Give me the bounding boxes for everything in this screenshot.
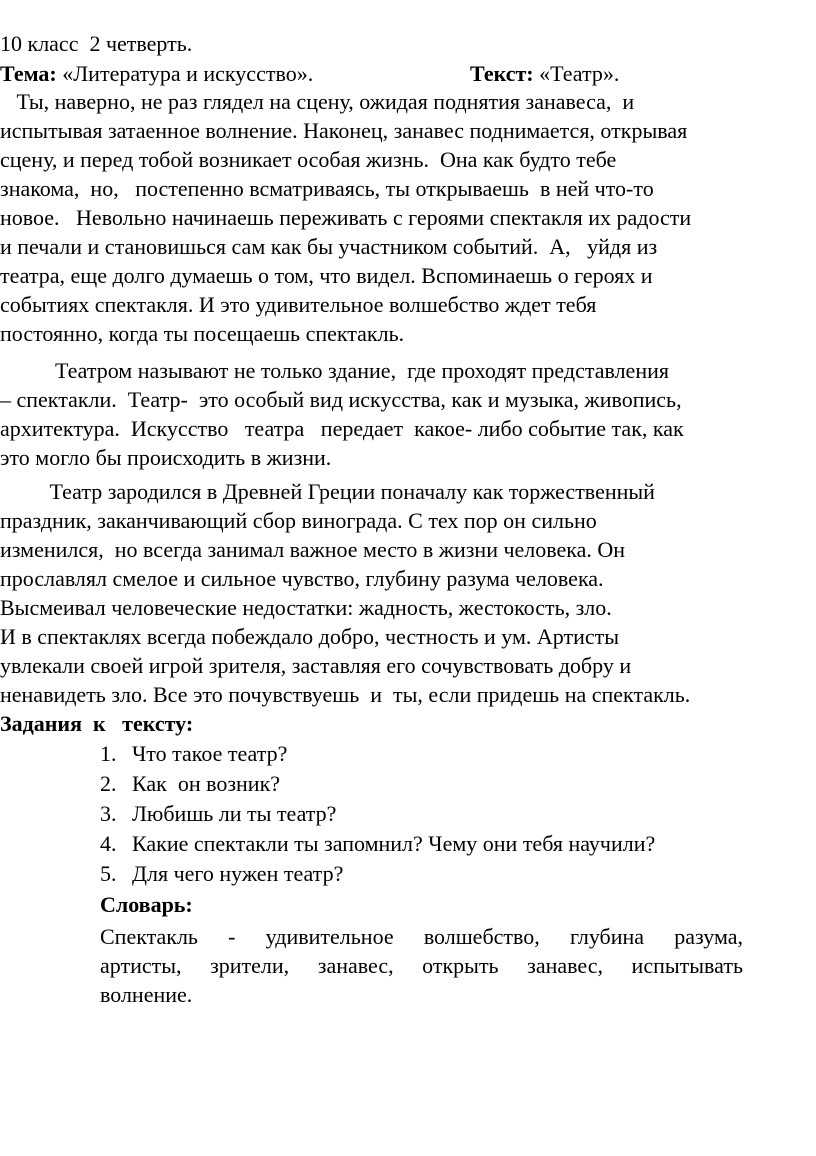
topic-line <box>0 60 313 88</box>
grade-line: 10 класс 2 четверть. <box>0 31 193 56</box>
topic-label: Тема: <box>0 61 57 86</box>
task-number: 2. <box>100 771 117 796</box>
task-text: Что такое театр? <box>132 741 288 766</box>
text-label: Текст: <box>470 61 534 86</box>
topic-value: «Литература и искусство». <box>56 61 314 86</box>
body-line: событиях спектакля. И это удивительное волшебство ждет тебя <box>0 292 597 317</box>
body-line: новое. Невольно начинаешь переживать с героями спектакля их радости <box>0 205 692 230</box>
body-line: Театром называют не только здание, где проходят представления <box>0 358 669 383</box>
body-line: увлекали своей игрой зрителя, заставляя его сочувствовать добру и <box>0 653 632 678</box>
body-line: – спектакли. Театр- это особый вид искусства, как и музыка, живопись, <box>0 387 682 412</box>
body-line: театра, еще долго думаешь о том, что видел. Вспоминаешь о героях и <box>0 263 653 288</box>
body-line: архитектура. Искусство театра передает какое- либо событие так, как <box>0 416 684 441</box>
dictionary-line: Спектакль - удивительное волшебство, глубина разума, <box>100 924 743 949</box>
body-line: и печали и становишься сам как бы участником событий. А, уйдя из <box>0 234 658 259</box>
body-line: Высмеивал человеческие недостатки: жадность, жестокость, зло. <box>0 595 612 620</box>
body-line: прославлял смелое и сильное чувство, глубину разума человека. <box>0 566 604 591</box>
task-text: Для чего нужен театр? <box>132 861 344 886</box>
body-line: И в спектаклях всегда побеждало добро, честность и ум. Артисты <box>0 624 620 649</box>
dictionary-line: артисты, зрители, занавес, открыть занавес, испытывать <box>100 953 743 978</box>
body-line: Театр зародился в Древней Греции поначалу как торжественный <box>0 479 655 504</box>
text-value: «Театр». <box>533 61 620 86</box>
task-number: 3. <box>100 801 117 826</box>
body-line: постоянно, когда ты посещаешь спектакль. <box>0 321 405 346</box>
body-line: это могло бы происходить в жизни. <box>0 445 332 470</box>
task-text: Любишь ли ты театр? <box>132 801 337 826</box>
dictionary-line: волнение. <box>100 982 193 1007</box>
body-line: сцену, и перед тобой возникает особая жизнь. Она как будто тебе <box>0 147 617 172</box>
body-line: ненавидеть зло. Все это почувствуешь и ты, если придешь на спектакль. <box>0 682 691 707</box>
task-number: 5. <box>100 861 117 886</box>
body-line: изменился, но всегда занимал важное место в жизни человека. Он <box>0 537 626 562</box>
task-number: 4. <box>100 831 117 856</box>
tasks-heading: Задания к тексту: <box>0 711 194 736</box>
text-title-line <box>470 60 619 88</box>
dictionary-heading: Словарь: <box>100 892 193 917</box>
task-text: Как он возник? <box>132 771 281 796</box>
body-line: испытывая затаенное волнение. Наконец, занавес поднимается, открывая <box>0 118 688 143</box>
body-line: Ты, наверно, не раз глядел на сцену, ожидая поднятия занавеса, и <box>0 89 635 114</box>
task-text: Какие спектакли ты запомнил? Чему они тебя научили? <box>132 831 656 856</box>
body-line: праздник, заканчивающий сбор винограда. С тех пор он сильно <box>0 508 597 533</box>
body-line: знакома, но, постепенно всматриваясь, ты открываешь в ней что-то <box>0 176 654 201</box>
task-number: 1. <box>100 741 117 766</box>
